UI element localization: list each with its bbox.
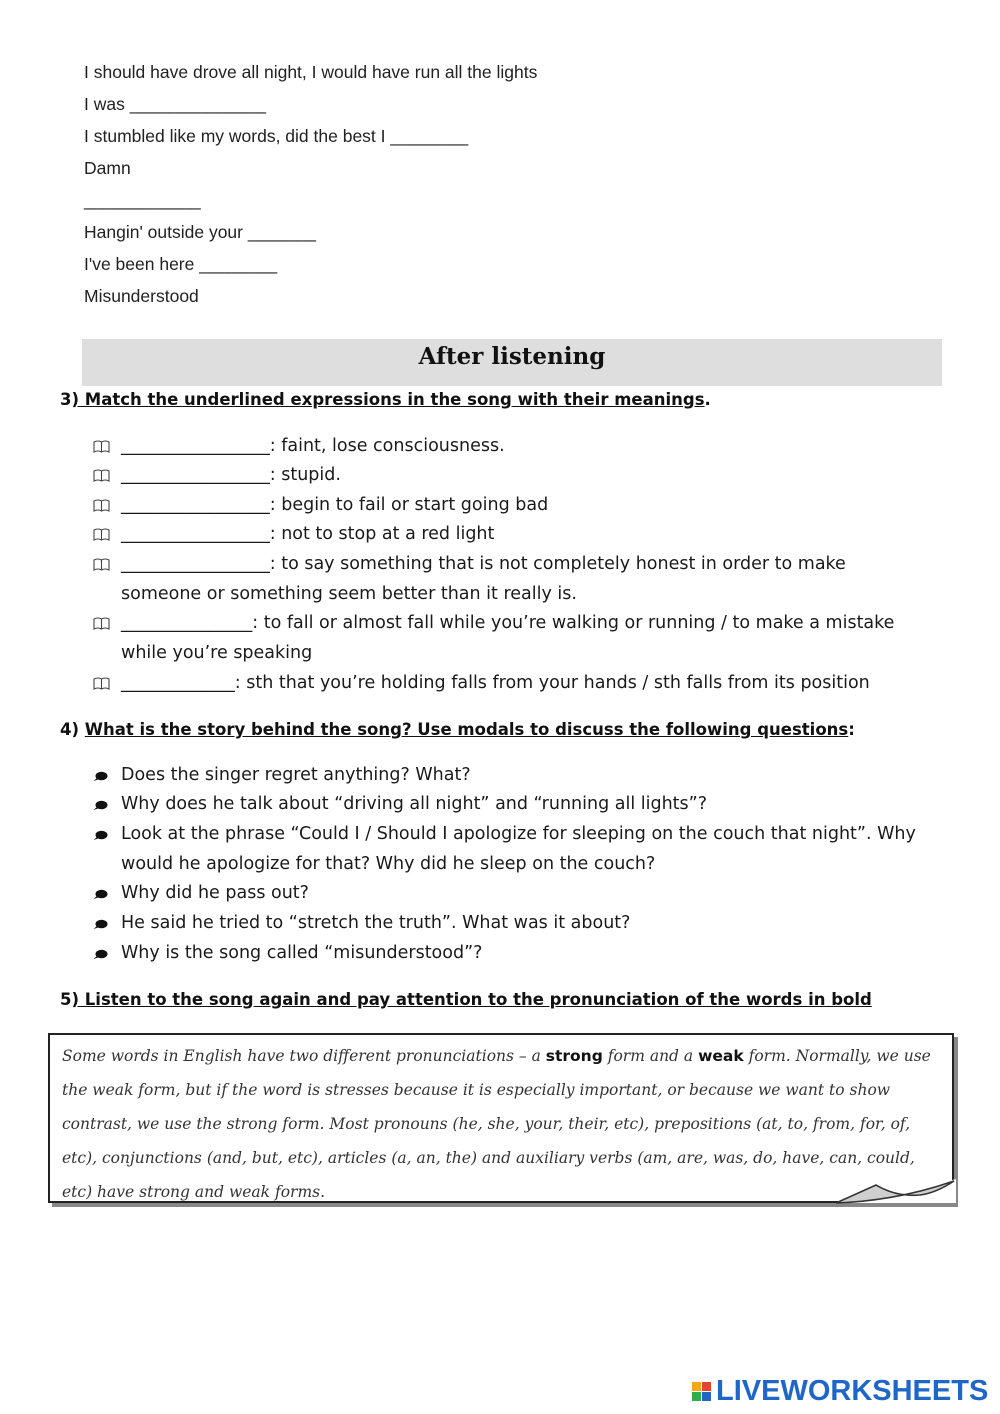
question-number: 3 bbox=[60, 390, 72, 409]
section-header bbox=[82, 339, 942, 386]
discussion-item bbox=[93, 879, 923, 909]
question-text: ) Match the underlined expressions in the song with their meanings bbox=[71, 390, 705, 409]
matching-item bbox=[93, 461, 923, 491]
lyric-line: I was ______________ bbox=[84, 94, 266, 114]
matching-item-text: _____________: sth that you’re holding falls from your hands / sth falls from its position bbox=[121, 673, 870, 693]
question-number: 5 bbox=[60, 990, 72, 1009]
matching-item bbox=[93, 520, 923, 550]
matching-item-text: _________________: begin to fail or start going bad bbox=[121, 495, 549, 515]
lyric-line: Hangin' outside your _______ bbox=[84, 222, 316, 242]
discussion-item-text: Why did he pass out? bbox=[121, 883, 309, 903]
pronunciation-note bbox=[48, 1033, 954, 1203]
matching-item bbox=[93, 669, 923, 699]
speech-bubble-icon bbox=[93, 790, 108, 822]
matching-item-text: _________________: not to stop at a red light bbox=[121, 524, 495, 544]
discussion-item bbox=[93, 939, 923, 969]
question-end: : bbox=[848, 720, 855, 739]
question-text: What is the story behind the song? Use modals to discuss the following questions bbox=[84, 720, 849, 739]
logo-blocks-icon bbox=[690, 1378, 714, 1404]
lyric-line: Damn bbox=[84, 158, 131, 178]
book-icon bbox=[93, 550, 110, 582]
discussion-item-text: Look at the phrase “Could I / Should I apologize for sleeping on the couch that night”. Why would he apologize for that? Why did he sleep on the couch? bbox=[121, 824, 916, 874]
book-icon bbox=[93, 491, 110, 523]
question-number: 4) bbox=[60, 720, 85, 739]
discussion-item-text: Why is the song called “misunderstood”? bbox=[121, 943, 483, 963]
matching-item-text: _______________: to fall or almost fall while you’re walking or running / to make a mistake while you’re speaking bbox=[121, 613, 895, 663]
discussion-item-text: Why does he talk about “driving all night” and “running all lights”? bbox=[121, 794, 708, 814]
note-text-part: form and a bbox=[602, 1047, 699, 1065]
matching-item-text: _________________: faint, lose consciousness. bbox=[121, 436, 505, 456]
discussion-item bbox=[93, 909, 923, 939]
lyric-line: I should have drove all night, I would have run all the lights bbox=[84, 62, 538, 82]
lyric-line: Misunderstood bbox=[84, 286, 199, 306]
matching-item-text: _________________: to say something that is not completely honest in order to make someone or something seem better than it really is. bbox=[121, 554, 846, 604]
discussion-item bbox=[93, 790, 923, 820]
book-icon bbox=[93, 461, 110, 493]
logo-text: LIVEWORKSHEETS bbox=[716, 1374, 989, 1407]
book-icon bbox=[93, 609, 110, 641]
matching-item bbox=[93, 432, 923, 462]
lyric-line: I've been here ________ bbox=[84, 254, 278, 274]
section-title: After listening bbox=[418, 343, 606, 370]
speech-bubble-icon bbox=[93, 939, 108, 971]
matching-item bbox=[93, 550, 923, 609]
note-text bbox=[62, 1039, 936, 1209]
note-bold-weak: weak bbox=[698, 1047, 744, 1065]
matching-item-text: _________________: stupid. bbox=[121, 465, 341, 485]
speech-bubble-icon bbox=[93, 761, 108, 793]
speech-bubble-icon bbox=[93, 909, 108, 941]
question-text: ) Listen to the song again and pay attention to the pronunciation of the words in bold bbox=[71, 990, 872, 1009]
lyric-line: I stumbled like my words, did the best I ________ bbox=[84, 126, 469, 146]
book-icon bbox=[93, 432, 110, 464]
note-bold-strong: strong bbox=[545, 1047, 603, 1065]
book-icon bbox=[93, 669, 110, 701]
discussion-item bbox=[93, 761, 923, 791]
speech-bubble-icon bbox=[93, 879, 108, 911]
question-5-heading bbox=[60, 990, 872, 1009]
question-3-heading bbox=[60, 390, 711, 409]
speech-bubble-icon bbox=[93, 820, 108, 852]
lyric-line: ____________ bbox=[84, 190, 201, 210]
note-text-part: Some words in English have two different pronunciations – a bbox=[62, 1047, 546, 1065]
discussion-item-text: Does the singer regret anything? What? bbox=[121, 765, 471, 785]
discussion-item-text: He said he tried to “stretch the truth”. What was it about? bbox=[121, 913, 631, 933]
question-end: . bbox=[704, 390, 711, 409]
matching-item bbox=[93, 491, 923, 521]
question-4-heading bbox=[60, 720, 855, 739]
matching-item bbox=[93, 609, 923, 668]
page-curl-icon bbox=[836, 1179, 956, 1205]
note-text-part: form. Normally, we use the weak form, but if the word is stresses because it is especially important, or because we want to show contrast, we use the strong form. Most pronouns (he, she, your, their, etc), prepositions (at, to, from, for, of, etc), conjunctions (and, but, etc), articles (a, an, the) and auxiliary verbs (am, are, was, do, have, can, could, etc) have strong and weak forms. bbox=[62, 1047, 931, 1201]
liveworksheets-logo bbox=[690, 1376, 988, 1406]
discussion-item bbox=[93, 820, 923, 879]
book-icon bbox=[93, 520, 110, 552]
